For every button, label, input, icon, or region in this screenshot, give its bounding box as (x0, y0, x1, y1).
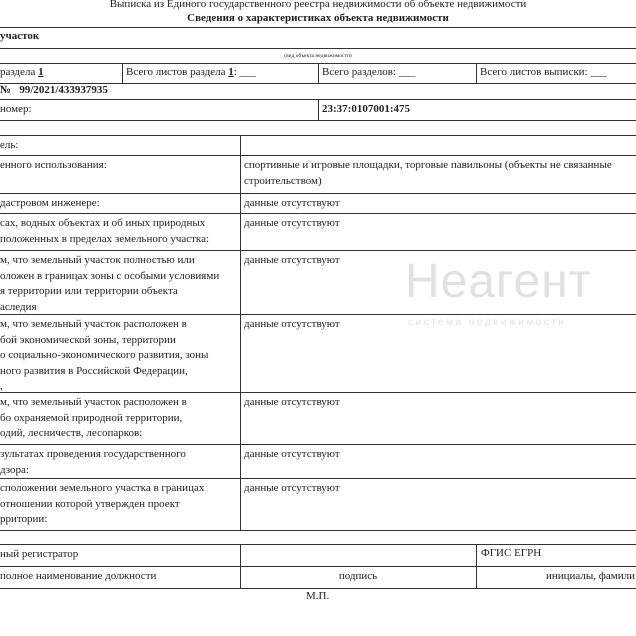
divider (476, 544, 477, 588)
divider (0, 478, 636, 479)
row-value: данные отсутствуют (244, 396, 340, 408)
record-number-label: № (0, 84, 12, 96)
watermark-tagline: система недвижимости (408, 317, 567, 328)
sheets-in-section (126, 66, 256, 78)
sheets-in-section-value: 1 (228, 66, 234, 78)
divider (0, 27, 636, 28)
row-label: енного использования: (0, 159, 107, 171)
cadastral-number: 23:37:0107001:475 (322, 103, 410, 115)
object-type-caption: (вид объекта недвижимости) (284, 53, 352, 59)
row-value: данные отсутствуют (244, 217, 340, 229)
section-label: раздела (0, 66, 36, 78)
divider (0, 444, 636, 445)
row-value: данные отсутствуют (244, 448, 340, 460)
divider (0, 120, 636, 121)
row-value: данные отсутствуют (244, 197, 340, 209)
divider (122, 63, 123, 83)
total-sections: Всего разделов: ___ (322, 66, 416, 78)
divider (0, 250, 636, 251)
divider (318, 99, 319, 120)
row-value: данные отсутствуют (244, 254, 340, 266)
divider (0, 544, 636, 545)
divider (318, 63, 319, 83)
divider (240, 544, 241, 588)
cadastral-label: номер: (0, 103, 32, 115)
divider (476, 63, 477, 83)
stamp-label: М.П. (306, 590, 330, 602)
row-label: м, что земельный участок расположен в бо охраняемой природной территории, одий, лесничеств, лесопарков: (0, 396, 187, 439)
total-sheets: Всего листов выписки: ___ (480, 66, 607, 78)
sheets-in-section-suffix: : ___ (233, 66, 257, 78)
divider (0, 588, 636, 589)
position-caption: полное наименование должности (0, 570, 157, 582)
row-label: зультатах проведения государственного дзора: (0, 448, 186, 476)
watermark-logo: Неагент (405, 255, 592, 308)
row-label: ель: (0, 139, 19, 151)
divider (0, 48, 636, 49)
divider (240, 135, 241, 530)
signature-caption: подпись (338, 570, 378, 582)
system-name: ФГИС ЕГРН (481, 547, 542, 559)
divider (0, 155, 636, 156)
record-number-value: 99/2021/433937935 (19, 84, 108, 96)
row-label: м, что земельный участок расположен в бой экономической зоны, территории о социально-экономического развития, зоны ного развития в Российской Федерации, , (0, 318, 209, 392)
section-number (0, 66, 44, 78)
row-value: спортивные и игровые площадки, торговые павильоны (объекты не связанные строительством) (244, 159, 612, 187)
row-label: м, что земельный участок полностью или оложен в границах зоны с особыми условиями я территории или территории объекта аследия (0, 254, 220, 313)
divider (0, 530, 636, 531)
row-value: данные отсутствуют (244, 318, 340, 330)
object-type: участок (0, 30, 40, 42)
row-value: данные отсутствуют (244, 482, 340, 494)
registrar-label: ный регистратор (0, 548, 79, 560)
document-title: Выписка из Единого государственного реестра недвижимости об объекте недвижимости (109, 0, 527, 10)
divider (0, 566, 636, 567)
row-label: сположении земельного участка в границах отношении которой утвержден проект рритории: (0, 482, 205, 525)
divider (0, 213, 636, 214)
document-subtitle: Сведения о характеристиках объекта недвижимости (187, 12, 449, 24)
divider (0, 193, 636, 194)
sheets-in-section-label: Всего листов раздела (126, 66, 226, 78)
section-value: 1 (38, 66, 44, 78)
row-label: дастровом инженере: (0, 197, 100, 209)
name-caption: инициалы, фамили (546, 570, 636, 582)
divider (0, 135, 636, 136)
record-number (0, 84, 108, 96)
row-label: сах, водных объектах и об иных природных положенных в пределах земельного участка: (0, 217, 210, 245)
